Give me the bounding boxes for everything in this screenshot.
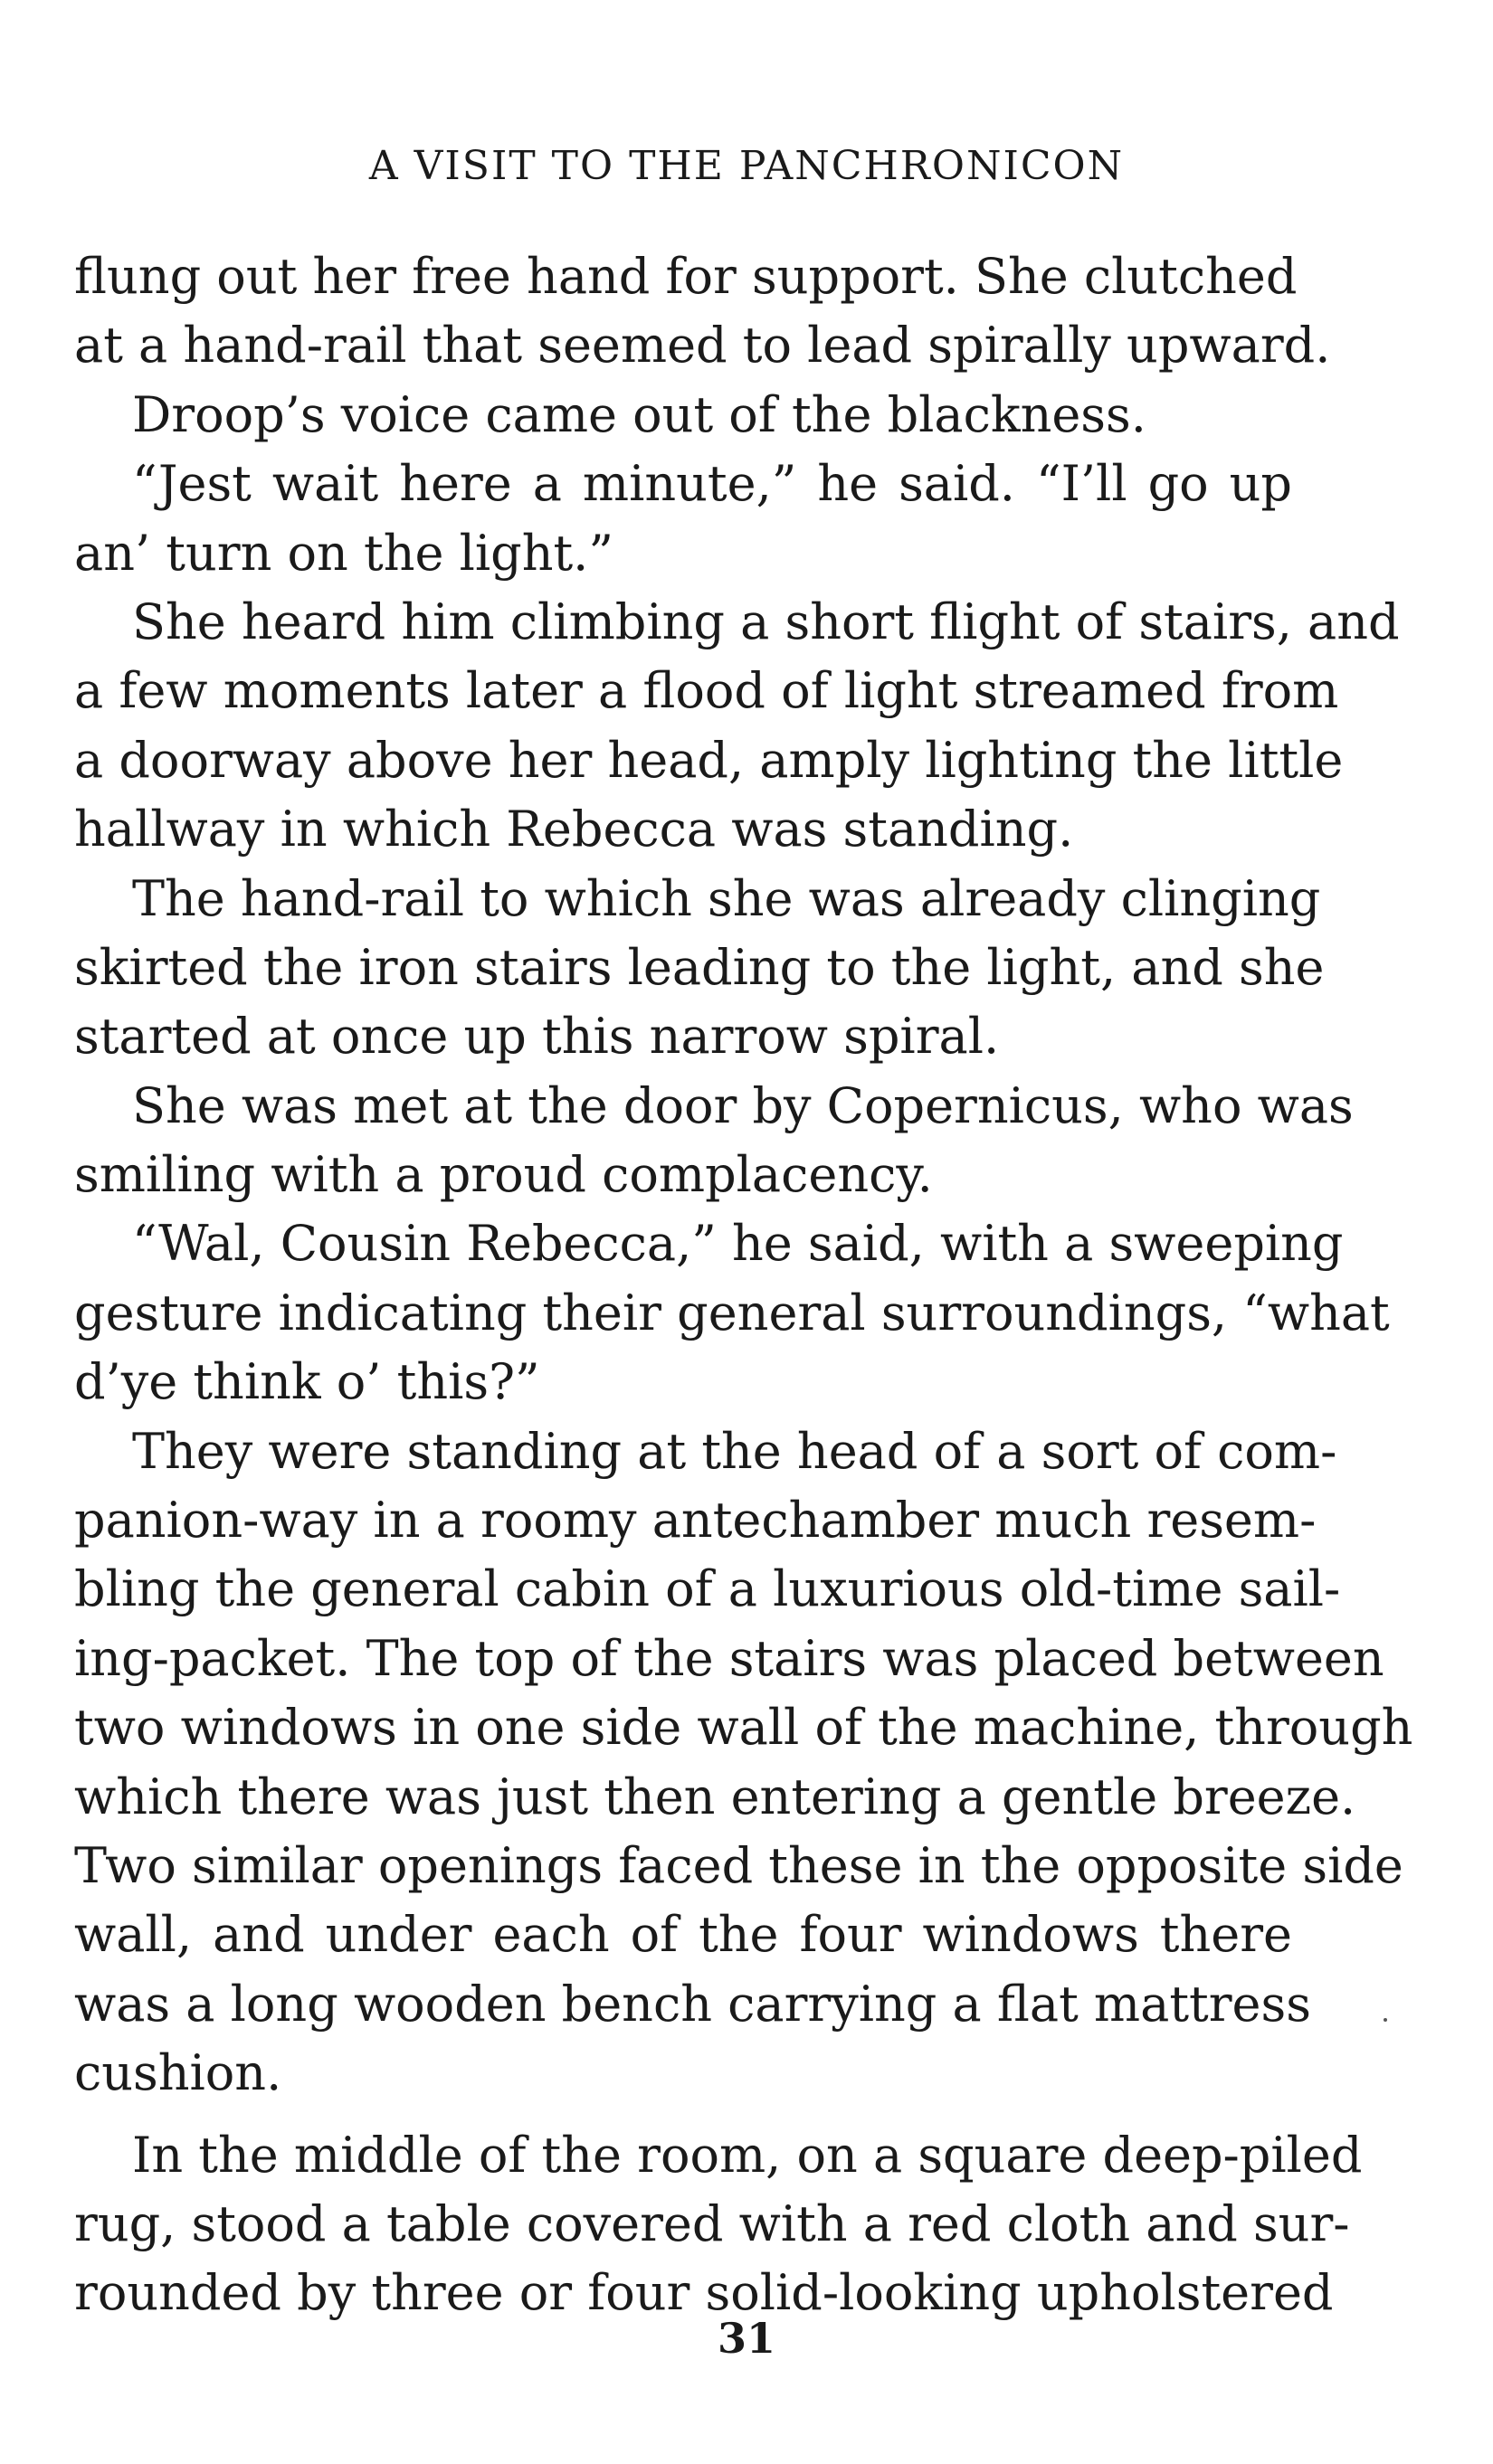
text-line: flung out her free hand for support. She clutched: [74, 248, 1298, 305]
text-line: a doorway above her head, amply lighting the little: [74, 731, 1344, 789]
paragraph: [74, 450, 1292, 588]
text-line: an’ turn on the light.”: [74, 524, 613, 582]
text-line: rug, stood a table covered with a red cloth and sur-: [74, 2194, 1350, 2252]
text-line: Two similar openings faced these in the opposite side: [74, 1836, 1403, 1894]
paragraph: [74, 1417, 1413, 2109]
text-line: cushion.: [74, 2044, 282, 2102]
paragraph: [74, 242, 1331, 381]
text-line: rounded by three or four solid-looking upholstered: [74, 2264, 1334, 2322]
text-line: She was met at the door by Copernicus, who was: [132, 1076, 1354, 1134]
text-line: d’ye think o’ this?”: [74, 1353, 540, 1411]
paragraph: [74, 865, 1325, 1072]
text-line: started at once up this narrow spiral.: [74, 1008, 1000, 1066]
text-line: panion-way in a roomy antechamber much resem-: [74, 1492, 1317, 1549]
paragraph-gap: [74, 2109, 1292, 2121]
text-line: which there was just then entering a gentle breeze.: [74, 1767, 1356, 1825]
text-line: The hand-rail to which she was already clinging: [132, 869, 1321, 927]
text-line: wall, and under each of the four windows there: [74, 1906, 1292, 1964]
text-line: two windows in one side wall of the machine, through: [74, 1699, 1413, 1757]
body-text: [74, 242, 1413, 2328]
text-line: “Jest wait here a minute,” he said. “I’ll go up: [132, 455, 1292, 513]
text-line: She heard him climbing a short flight of stairs, and: [132, 592, 1400, 650]
text-line: hallway in which Rebecca was standing.: [74, 801, 1074, 858]
text-line: bling the general cabin of a luxurious old-time sail-: [74, 1560, 1341, 1618]
text-line: skirted the iron stairs leading to the light, and she: [74, 938, 1325, 996]
paragraph: [74, 381, 1292, 450]
page-number: 31: [717, 2314, 775, 2363]
text-line: smiling with a proud complacency.: [74, 1146, 933, 1204]
text-line: Droop’s voice came out of the blackness.: [132, 385, 1146, 443]
text-line: “Wal, Cousin Rebecca,” he said, with a sweeping: [132, 1215, 1344, 1273]
text-line: gesture indicating their general surroundings, “what: [74, 1284, 1390, 1341]
text-line: at a hand-rail that seemed to lead spirally upward.: [74, 317, 1331, 374]
paragraph: [74, 1072, 1354, 1210]
paragraph: [74, 2121, 1363, 2328]
text-line: ing-packet. The top of the stairs was placed between: [74, 1629, 1384, 1687]
stray-mark: [1384, 2018, 1387, 2022]
text-line: was a long wooden bench carrying a flat mattress: [74, 1975, 1311, 2033]
text-line: a few moments later a flood of light streamed from: [74, 662, 1339, 720]
text-line: They were standing at the head of a sort of com-: [132, 1422, 1337, 1480]
paragraph: [74, 1209, 1390, 1417]
running-head: A VISIT TO THE PANCHRONICON: [368, 143, 1125, 189]
paragraph: [74, 588, 1400, 865]
text-line: In the middle of the room, on a square deep-piled: [132, 2126, 1363, 2184]
